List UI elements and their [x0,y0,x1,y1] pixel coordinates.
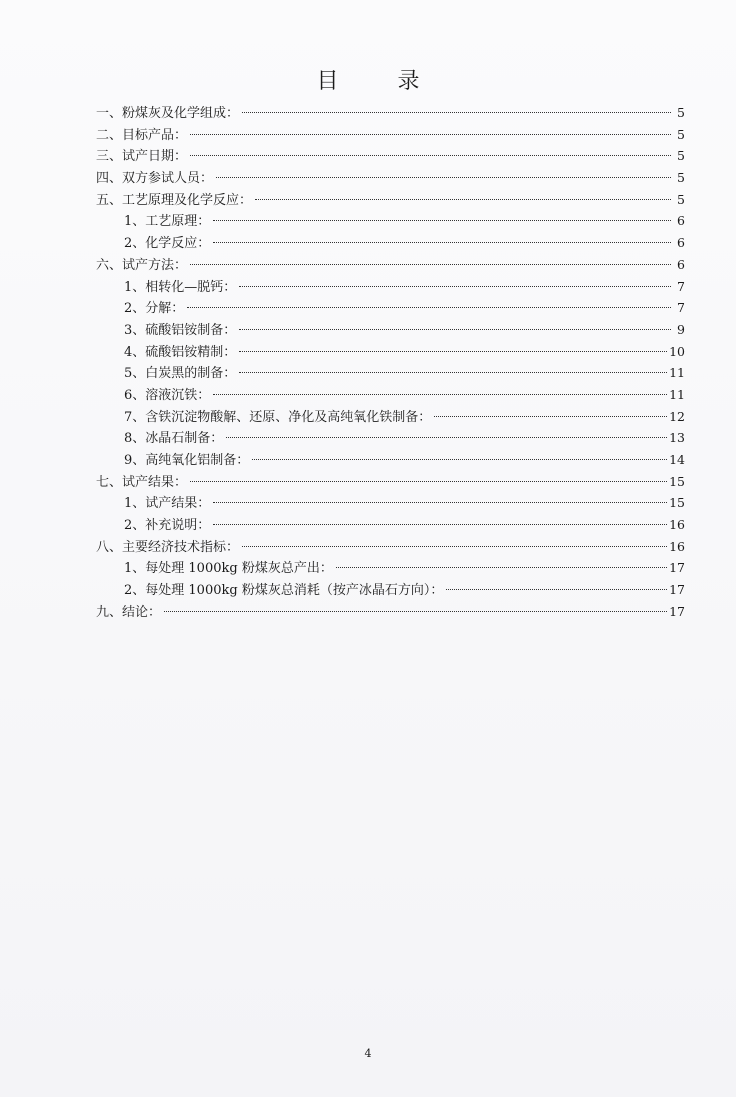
toc-entry [96,124,685,146]
toc-entry [96,254,685,276]
toc-entry-page: 13 [669,430,685,446]
toc-entry [96,145,685,167]
toc-leader-dots [213,394,667,395]
toc-entry-label: 3、硫酸铝铵制备： [124,322,237,338]
toc-entry-label: 2、化学反应： [124,236,211,252]
toc-entry-label: 六、试产方法： [96,257,188,273]
toc-entry [96,601,685,623]
toc-entry-label: 七、试产结果： [96,474,188,490]
toc-entry-label: 9、高纯氧化铝制备： [124,453,250,468]
toc-entry [96,579,685,601]
toc-leader-dots [336,567,667,568]
toc-entry-label: 5、白炭黑的制备： [124,366,237,382]
toc-leader-dots [190,481,667,482]
toc-leader-dots [213,502,667,503]
toc-leader-dots [213,220,671,221]
toc-entry [96,514,685,536]
toc-entry-page: 12 [669,408,685,424]
toc-entry-page: 11 [669,365,685,381]
toc-entry-label: 1、试产结果： [124,496,211,512]
toc-entry [96,232,685,254]
toc-entry [96,210,685,232]
toc-entry [96,557,685,579]
toc-entry-label: 四、双方参试人员： [96,171,214,187]
toc-leader-dots [164,611,667,612]
toc-entry-label: 6、溶液沉铁： [124,387,211,403]
toc-entry-label: 五、工艺原理及化学反应： [96,192,253,208]
toc-entry-page: 17 [669,603,685,619]
toc-leader-dots [446,589,667,590]
toc-entry-page: 16 [669,538,685,554]
toc-entry-page: 9 [677,321,685,337]
toc-leader-dots [255,199,671,200]
toc-entry [96,276,685,298]
toc-entry-page: 17 [669,582,685,598]
toc-entry-page: 5 [677,170,685,186]
toc-entry-label: 4、硫酸铝铵精制： [124,344,237,360]
toc-entry-page: 5 [677,191,685,207]
toc-leader-dots [213,242,671,243]
toc-entry-label: 8、冰晶石制备： [124,431,224,447]
toc-entry [96,189,685,211]
toc-entry-label: 二、目标产品： [96,127,188,143]
toc-leader-dots [252,459,667,460]
toc-entry [96,362,685,384]
toc-entry-page: 15 [669,495,685,511]
toc-entry-page: 6 [677,235,685,251]
toc-entry-page: 7 [677,300,685,316]
toc-entry-page: 6 [677,256,685,272]
toc-entry-page: 15 [669,473,685,489]
toc-entry [96,449,685,471]
toc-entry [96,167,685,189]
toc-leader-dots [239,329,671,330]
toc-leader-dots [213,524,667,525]
toc-entry-page: 6 [677,213,685,229]
table-of-contents [96,102,685,623]
toc-title: 目 录 [316,69,446,94]
toc-entry [96,427,685,449]
page-number: 4 [364,1047,372,1060]
toc-entry [96,536,685,558]
toc-entry-label: 八、主要经济技术指标： [96,539,240,555]
toc-entry-label: 2、每处理 1000kg 粉煤灰总消耗（按产冰晶石方向）： [124,583,444,599]
toc-entry-label: 1、相转化—脱钙： [124,279,237,295]
toc-leader-dots [190,155,671,156]
toc-entry-label: 九、结论： [96,604,162,620]
toc-entry-page: 10 [669,343,685,359]
toc-entry-page: 14 [669,452,685,467]
toc-leader-dots [190,264,671,265]
toc-entry [96,102,685,124]
toc-leader-dots [190,134,671,135]
toc-leader-dots [187,307,671,308]
toc-leader-dots [434,416,667,417]
toc-entry [96,471,685,493]
toc-leader-dots [226,437,667,438]
toc-entry-label: 2、补充说明： [124,518,211,534]
toc-entry-page: 11 [669,386,685,402]
toc-leader-dots [239,351,667,352]
toc-entry-page: 16 [669,517,685,533]
toc-leader-dots [216,177,671,178]
toc-entry [96,406,685,428]
toc-entry [96,297,685,319]
toc-entry-label: 7、含铁沉淀物酸解、还原、净化及高纯氧化铁制备： [124,409,432,425]
toc-entry-label: 1、工艺原理： [124,214,211,230]
toc-entry [96,319,685,341]
toc-entry [96,384,685,406]
toc-leader-dots [239,372,667,373]
toc-entry-page: 5 [677,148,685,164]
toc-entry-page: 7 [677,278,685,294]
toc-entry-page: 5 [677,105,685,120]
toc-entry-page: 5 [677,126,685,142]
toc-entry-label: 一、粉煤灰及化学组成： [96,106,240,121]
toc-entry-label: 2、分解： [124,301,185,317]
toc-entry [96,492,685,514]
toc-leader-dots [242,546,667,547]
toc-entry-page: 17 [669,560,685,576]
toc-entry-label: 1、每处理 1000kg 粉煤灰总产出： [124,561,333,577]
toc-entry [96,341,685,363]
toc-leader-dots [242,112,671,113]
toc-leader-dots [239,286,671,287]
toc-entry-label: 三、试产日期： [96,149,188,165]
